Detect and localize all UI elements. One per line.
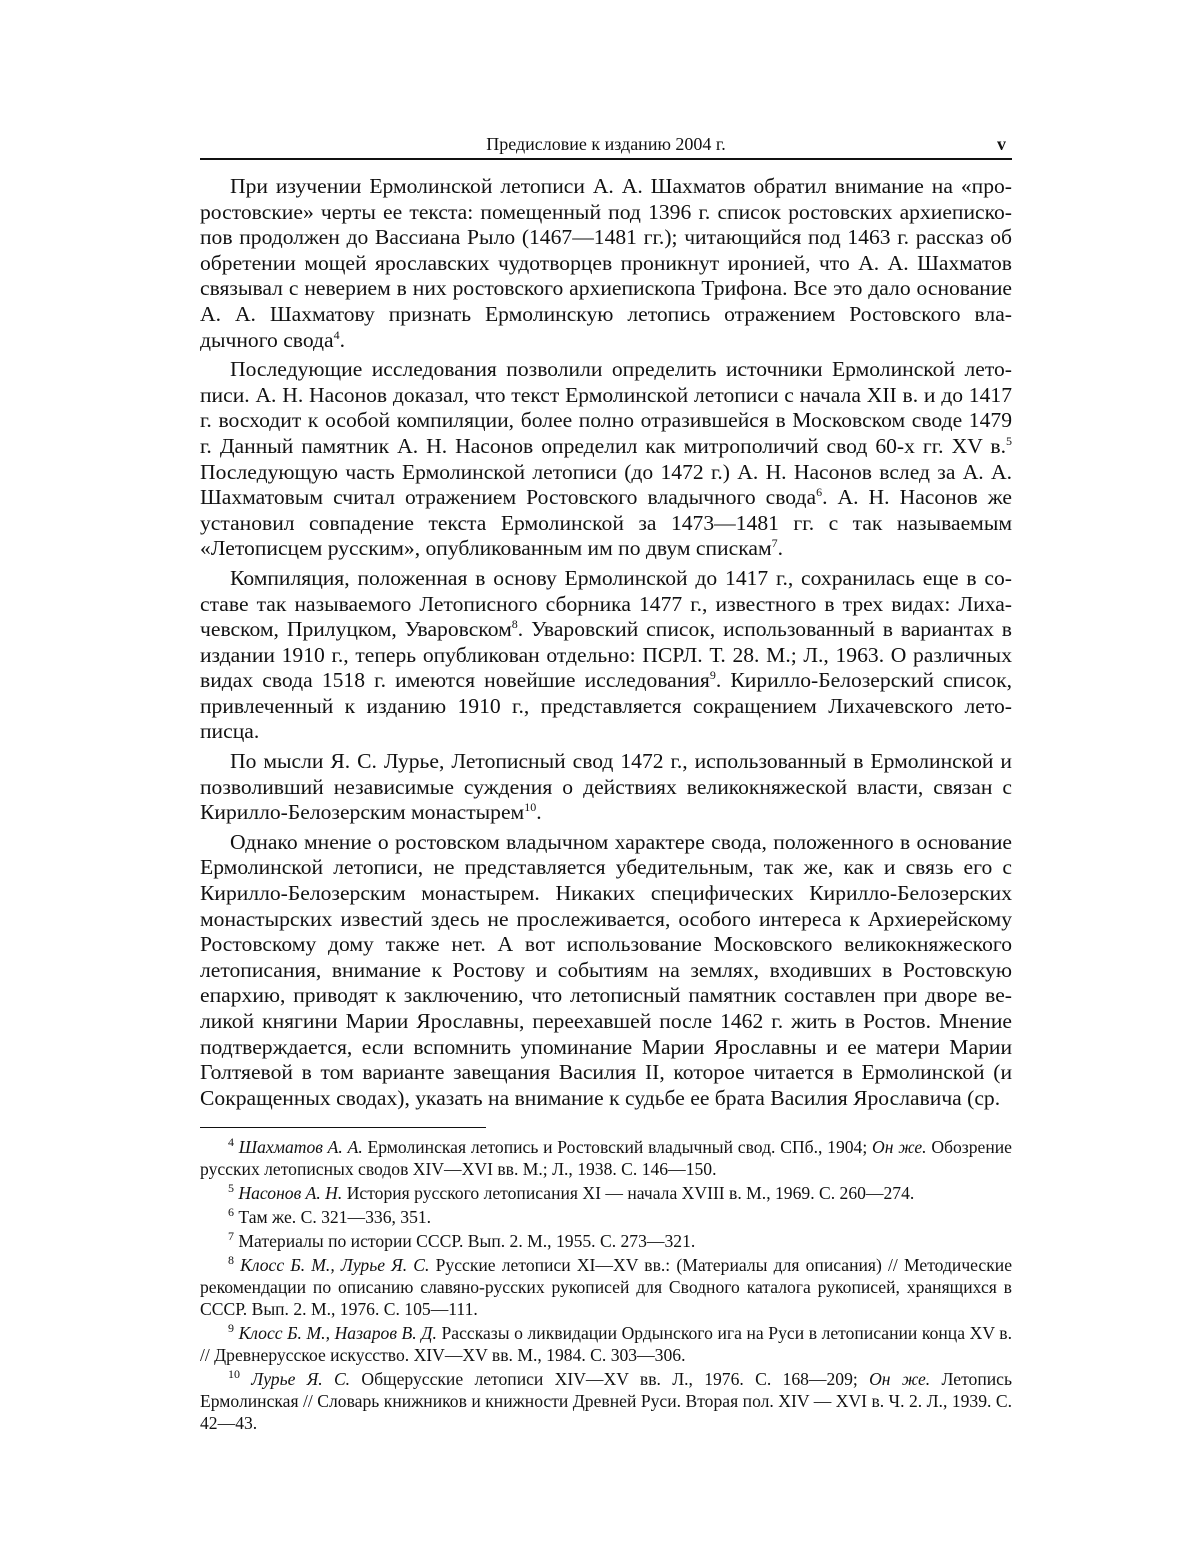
footnote-ref[interactable]: 8 [511,616,518,631]
footnote-ref[interactable]: 5 [1006,433,1012,448]
footnote: $^7$ Материалы по истории СССР. Вып. 2. М., 1955. С. 273—321. [228,1229,696,1252]
footnote-ref[interactable]: 4 [333,327,340,342]
footnote: $^{10}$ Лурье Я. С. Общерусские летописи XIV—XV вв. Л., 1976. С. 168—209; Он же. Летопись Ермолинская // Словарь книжников и книжности Древней Руси. Вторая пол. XIV — XVI в. Ч. 2. Л., 1939. С. 42—43. [200,1367,1013,1434]
footnote: $^5$ Насонов А. Н. История русского летописания XI — начала XVIII в. М., 1969. С. 260—274. [228,1181,915,1204]
paragraph: При изучении Ермолинской летописи А. А. Шахматов обратил внимание на «проростовские» черты ее текста: помещенный под 1396 г. список ростовских архиепископов продолжен до Вассиана Рыло (1467—1481 гг.); читающийся под 1463 г. рассказ об обретении мощей ярославских чудотворцев проникнут иронией, что А. А. Шахматов связывал с неверием в них ростовского архиепископа Трифона. Все это дало основание А. А. Шахматову признать Ермолинскую летопись отражением Ростовского владычного свода$^4$. [200,174,1012,352]
paragraph: По мысли Я. С. Лурье, Летописный свод 1472 г., использованный в Ермолинской и позволивший независимые суждения о действиях великокняжеской власти, связан с Кирилло-Белозерским монастырем$^{10}$. [200,749,1012,825]
footnote-ref[interactable]: 7 [771,536,778,551]
main-text [200,174,1012,1111]
page-number: v [997,134,1006,154]
footnote: $^4$ Шахматов А. А. Ермолинская летопись и Ростовский владычный свод. СПб., 1904; Он же. Обозрение русских летописных сводов XIV—XVI вв. М.; Л., 1938. С. 146—150. [200,1135,1012,1180]
footnote-divider [200,1127,486,1128]
header-title: Предисловие к изданию 2004 г. [486,134,726,154]
running-header [200,132,1012,160]
paragraph: Однако мнение о ростовском владычном характере свода, положенного в основание Ермолинской летописи, не представляется убедительным, так же, как и связь его с Кирилло-Белозерским монастырем. Никаких специфических Кирилло-Белозерских монастырских известий здесь не прослеживается, особого интереса к Архиерейскому Ростовскому дому также нет. А вот использование Московского великокняжеского летописания, внимание к Ростову и событиям на землях, входивших в Ростовскую епархию, приводят к заключению, что летописный памятник составлен при дворе великой княгини Марии Ярославны, переехавшей после 1462 г. жить в Ростов. Мнение подтверждается, если вспомнить упоминание Марии Ярославны и ее матери Марии Голтяевой в том варианте завещания Василия II, которое читается в Ермолинской (и Сокращенных сводах), указать на внимание к судьбе ее брата Василия Ярославича (ср. [200,829,1012,1110]
page [200,132,1012,1436]
footnotes [200,1136,1012,1434]
footnote-ref[interactable]: 9 [709,668,716,683]
footnote: $^6$ Там же. С. 321—336, 351. [228,1205,432,1228]
footnote: $^8$ Клосс Б. М., Лурье Я. С. Русские летописи XI—XV вв.: (Материалы для описания) // Методические рекомендации по описанию славяно-русских рукописей для Сводного каталога рукописей, хранящихся в СССР. Вып. 2. М., 1976. С. 105—111. [200,1253,1012,1320]
paragraph: Компиляция, положенная в основу Ермолинской до 1417 г., сохранилась еще в составе так называемого Летописного сборника 1477 г., известного в трех видах: Лихачевском, Прилуцком, Уваровском$^8$. Уваровский список, использованный в вариантах в издании 1910 г., теперь опубликован отдельно: ПСРЛ. Т. 28. М.; Л., 1963. О различных видах свода 1518 г. имеются новейшие исследования$^9$. Кирилло-Белозерский список, привлеченный к изданию 1910 г., представляется сокращением Лихачевского летописца. [200,565,1013,744]
footnote-ref[interactable]: 10 [524,800,537,815]
footnote: $^9$ Клосс Б. М., Назаров В. Д. Рассказы о ликвидации Ордынского ига на Руси в летописании конца XV в. // Древнерусское искусство. XIV—XV вв. М., 1984. С. 303—306. [200,1321,1012,1366]
footnote-ref[interactable]: 6 [816,484,823,499]
paragraph: Последующие исследования позволили определить источники Ермолинской летописи. А. Н. Насонов доказал, что текст Ермолинской летописи с начала XII в. и до 1417 г. восходит к особой компиляции, более полно отразившейся в Московском своде 1479 г. Данный памятник А. Н. Насонов определил как митрополичий свод 60-х гг. XV в.$^5$ Последующую часть Ермолинской летописи (до 1472 г.) А. Н. Насонов вслед за А. А. Шахматовым считал отражением Ростовского владычного свода$^6$. А. Н. Насонов же установил совпадение текста Ермолинской за 1473—1481 гг. с так называемым «Летописцем русским», опубликованным им по двум спискам$^7$. [200,357,1012,561]
